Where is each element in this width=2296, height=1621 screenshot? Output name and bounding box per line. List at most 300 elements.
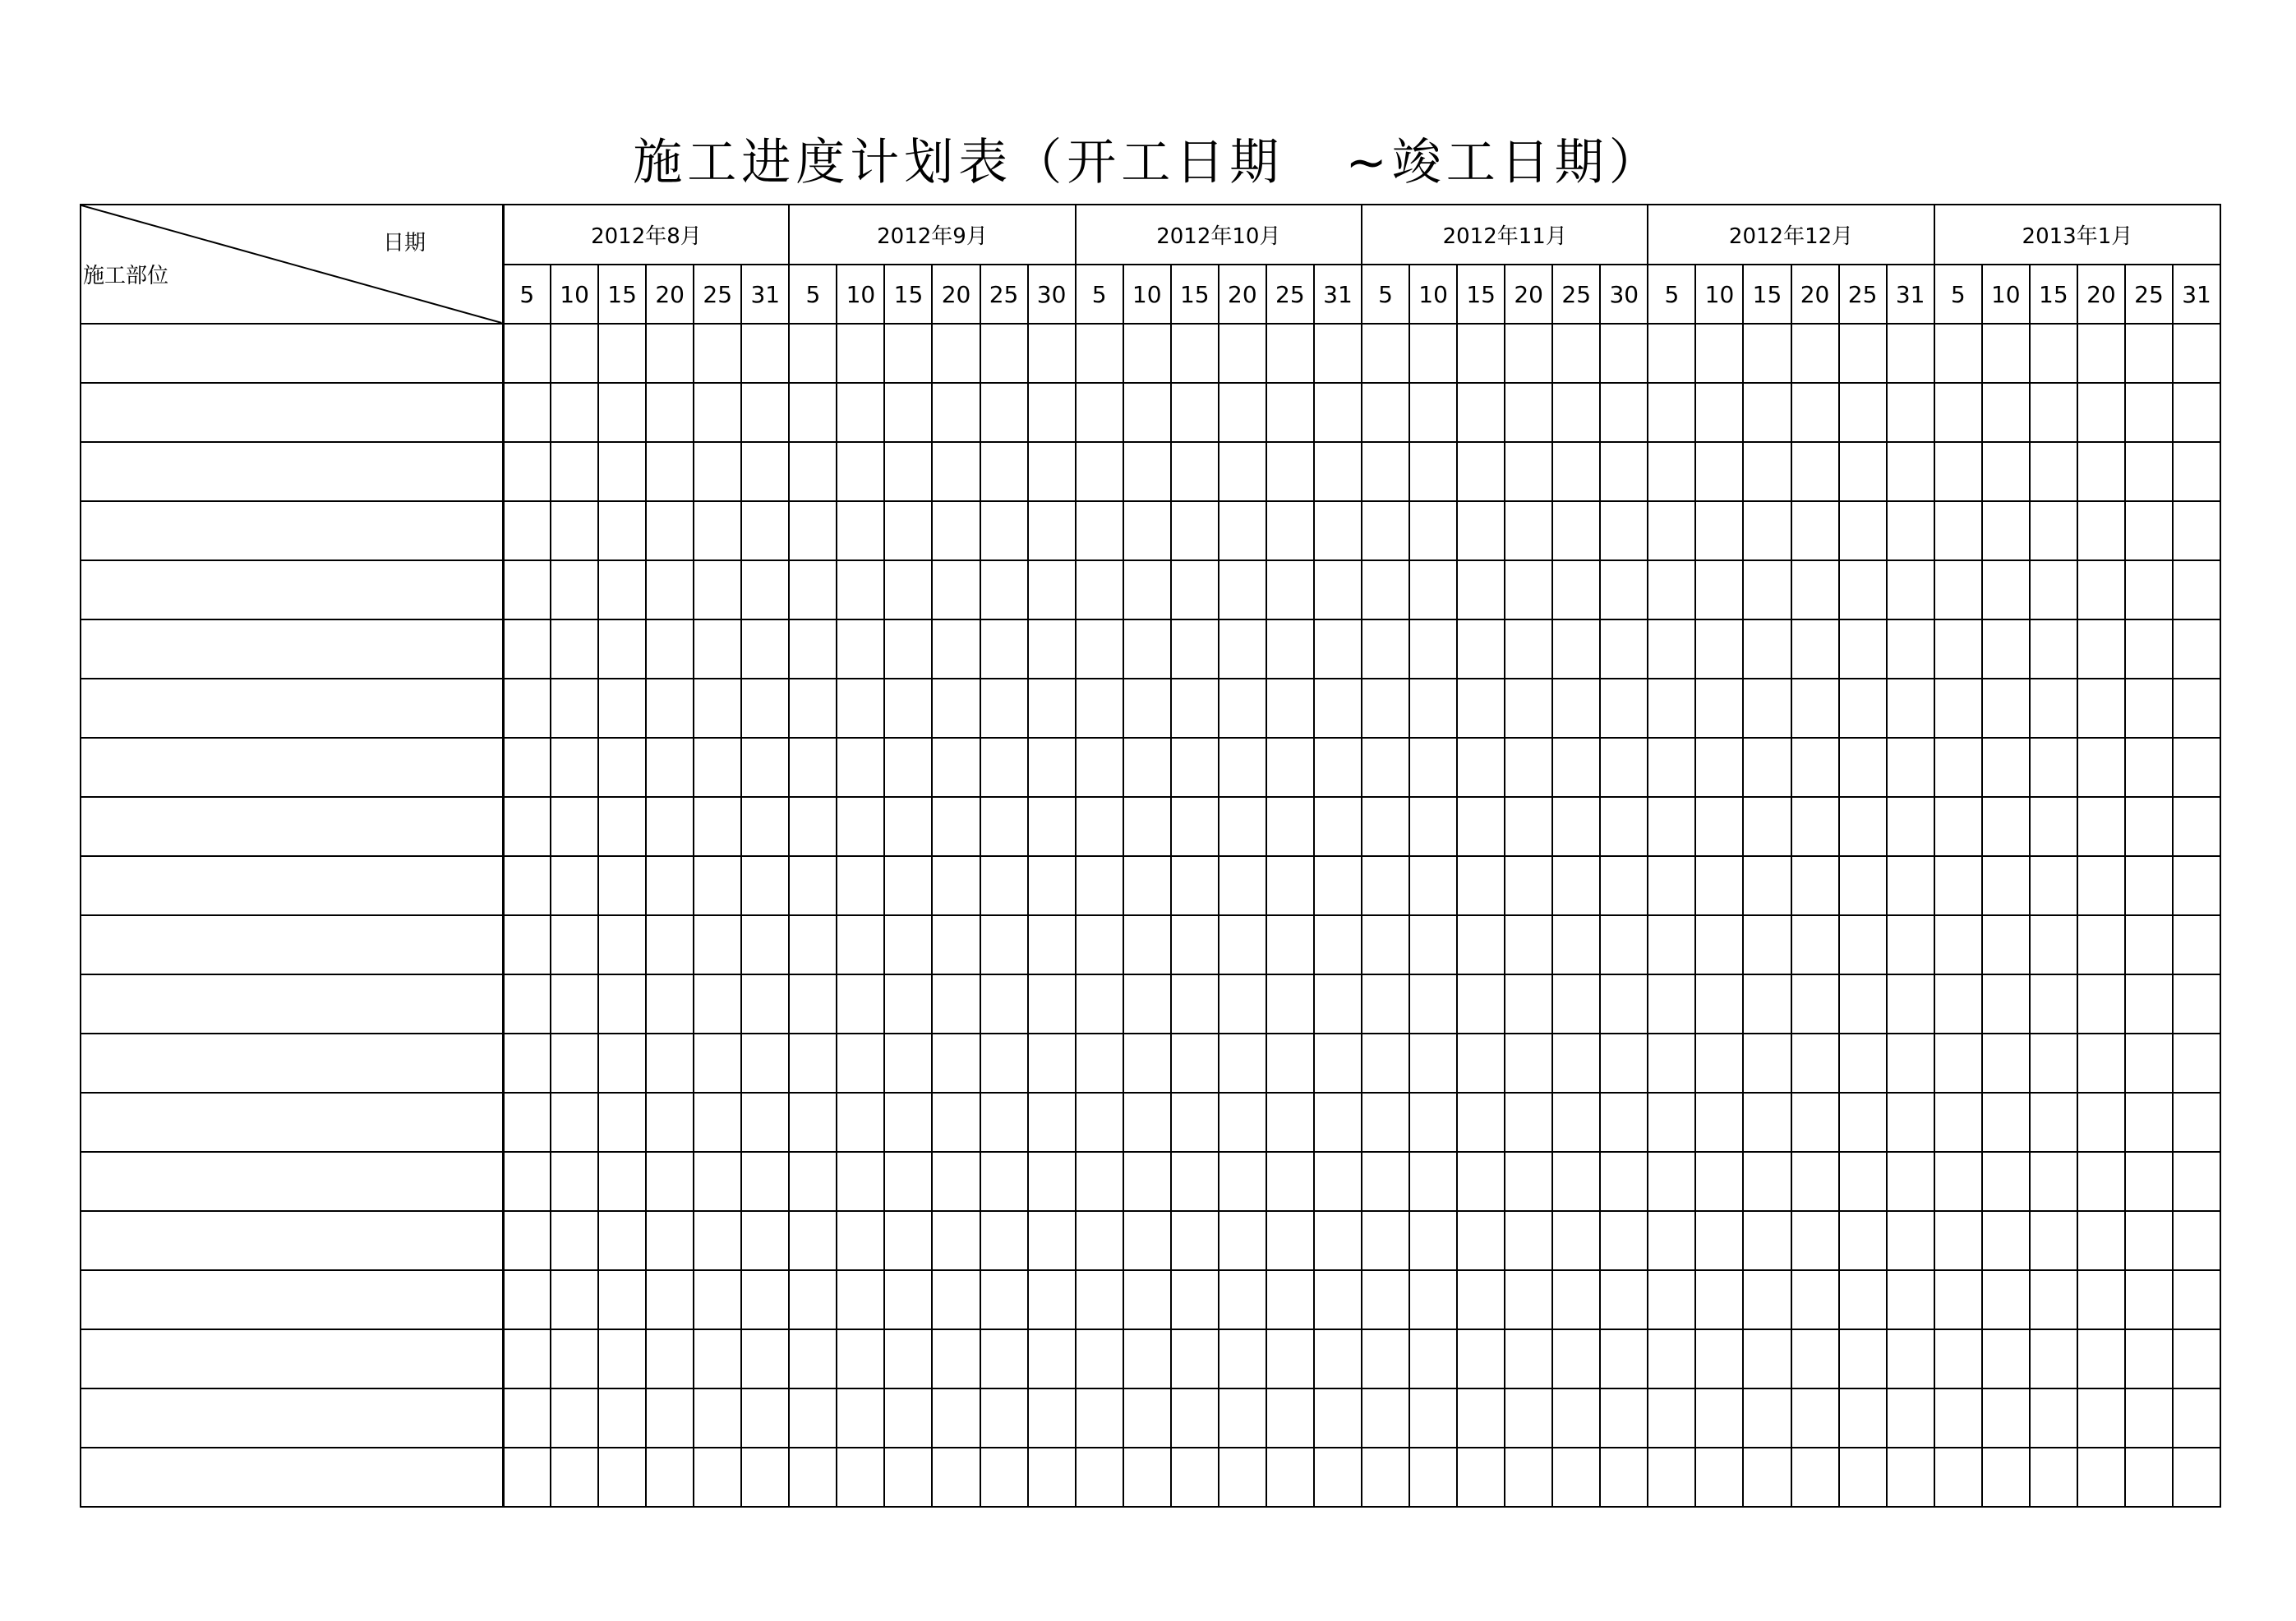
schedule-cell[interactable] bbox=[1695, 1448, 1743, 1507]
schedule-cell[interactable] bbox=[2030, 738, 2077, 797]
schedule-cell[interactable] bbox=[1123, 1329, 1171, 1388]
schedule-cell[interactable] bbox=[1839, 738, 1887, 797]
schedule-cell[interactable] bbox=[1552, 797, 1600, 856]
schedule-cell[interactable] bbox=[1505, 915, 1552, 974]
schedule-cell[interactable] bbox=[1266, 1448, 1314, 1507]
schedule-cell[interactable] bbox=[837, 619, 884, 679]
schedule-cell[interactable] bbox=[837, 1093, 884, 1152]
schedule-cell[interactable] bbox=[503, 619, 551, 679]
schedule-cell[interactable] bbox=[1791, 442, 1839, 501]
schedule-cell[interactable] bbox=[1791, 1211, 1839, 1270]
schedule-cell[interactable] bbox=[503, 974, 551, 1034]
schedule-cell[interactable] bbox=[2173, 1329, 2220, 1388]
schedule-cell[interactable] bbox=[1648, 1388, 1695, 1448]
schedule-cell[interactable] bbox=[694, 383, 741, 442]
schedule-cell[interactable] bbox=[1600, 797, 1648, 856]
schedule-cell[interactable] bbox=[1076, 1093, 1123, 1152]
schedule-cell[interactable] bbox=[1695, 738, 1743, 797]
schedule-cell[interactable] bbox=[837, 442, 884, 501]
schedule-cell[interactable] bbox=[2173, 1211, 2220, 1270]
schedule-cell[interactable] bbox=[1123, 1093, 1171, 1152]
schedule-cell[interactable] bbox=[1171, 383, 1219, 442]
schedule-cell[interactable] bbox=[741, 383, 789, 442]
schedule-cell[interactable] bbox=[551, 1034, 598, 1093]
schedule-cell[interactable] bbox=[1791, 738, 1839, 797]
schedule-cell[interactable] bbox=[1409, 915, 1457, 974]
schedule-cell[interactable] bbox=[789, 1093, 837, 1152]
schedule-cell[interactable] bbox=[1743, 1093, 1791, 1152]
schedule-cell[interactable] bbox=[694, 1270, 741, 1329]
schedule-cell[interactable] bbox=[1839, 1270, 1887, 1329]
schedule-cell[interactable] bbox=[646, 974, 694, 1034]
schedule-cell[interactable] bbox=[1171, 619, 1219, 679]
schedule-cell[interactable] bbox=[1839, 1388, 1887, 1448]
schedule-cell[interactable] bbox=[2125, 679, 2173, 738]
schedule-cell[interactable] bbox=[1982, 797, 2030, 856]
schedule-cell[interactable] bbox=[980, 1211, 1028, 1270]
schedule-cell[interactable] bbox=[1409, 1152, 1457, 1211]
schedule-cell[interactable] bbox=[1362, 619, 1409, 679]
schedule-cell[interactable] bbox=[694, 324, 741, 383]
schedule-cell[interactable] bbox=[1791, 915, 1839, 974]
schedule-cell[interactable] bbox=[1552, 501, 1600, 560]
schedule-cell[interactable] bbox=[1362, 442, 1409, 501]
schedule-cell[interactable] bbox=[1076, 442, 1123, 501]
schedule-cell[interactable] bbox=[1552, 1152, 1600, 1211]
schedule-cell[interactable] bbox=[2030, 974, 2077, 1034]
schedule-cell[interactable] bbox=[1648, 738, 1695, 797]
schedule-cell[interactable] bbox=[1552, 679, 1600, 738]
schedule-cell[interactable] bbox=[932, 915, 980, 974]
schedule-cell[interactable] bbox=[598, 619, 646, 679]
schedule-cell[interactable] bbox=[1982, 1093, 2030, 1152]
schedule-cell[interactable] bbox=[1791, 1152, 1839, 1211]
schedule-cell[interactable] bbox=[503, 1329, 551, 1388]
schedule-cell[interactable] bbox=[884, 1329, 932, 1388]
schedule-cell[interactable] bbox=[1409, 1270, 1457, 1329]
schedule-cell[interactable] bbox=[932, 797, 980, 856]
schedule-cell[interactable] bbox=[1839, 1329, 1887, 1388]
schedule-cell[interactable] bbox=[980, 383, 1028, 442]
schedule-cell[interactable] bbox=[1362, 383, 1409, 442]
schedule-cell[interactable] bbox=[646, 738, 694, 797]
schedule-cell[interactable] bbox=[1409, 1034, 1457, 1093]
schedule-cell[interactable] bbox=[1887, 1270, 1934, 1329]
schedule-cell[interactable] bbox=[551, 1448, 598, 1507]
schedule-cell[interactable] bbox=[1934, 1034, 1982, 1093]
schedule-cell[interactable] bbox=[1171, 501, 1219, 560]
schedule-cell[interactable] bbox=[598, 1270, 646, 1329]
schedule-cell[interactable] bbox=[2030, 1448, 2077, 1507]
schedule-cell[interactable] bbox=[598, 1388, 646, 1448]
construction-part-cell[interactable] bbox=[81, 324, 503, 383]
schedule-cell[interactable] bbox=[2125, 1270, 2173, 1329]
schedule-cell[interactable] bbox=[598, 738, 646, 797]
schedule-cell[interactable] bbox=[1600, 442, 1648, 501]
schedule-cell[interactable] bbox=[2077, 1270, 2125, 1329]
schedule-cell[interactable] bbox=[1600, 1211, 1648, 1270]
schedule-cell[interactable] bbox=[2077, 738, 2125, 797]
schedule-cell[interactable] bbox=[598, 974, 646, 1034]
schedule-cell[interactable] bbox=[1648, 797, 1695, 856]
schedule-cell[interactable] bbox=[2173, 501, 2220, 560]
schedule-cell[interactable] bbox=[646, 501, 694, 560]
schedule-cell[interactable] bbox=[789, 501, 837, 560]
schedule-cell[interactable] bbox=[1982, 1152, 2030, 1211]
schedule-cell[interactable] bbox=[1123, 797, 1171, 856]
schedule-cell[interactable] bbox=[1457, 442, 1505, 501]
schedule-cell[interactable] bbox=[1648, 915, 1695, 974]
schedule-cell[interactable] bbox=[1552, 738, 1600, 797]
schedule-cell[interactable] bbox=[1982, 383, 2030, 442]
schedule-cell[interactable] bbox=[2030, 797, 2077, 856]
schedule-cell[interactable] bbox=[1648, 560, 1695, 619]
schedule-cell[interactable] bbox=[932, 1093, 980, 1152]
schedule-cell[interactable] bbox=[1648, 974, 1695, 1034]
schedule-cell[interactable] bbox=[1314, 856, 1362, 915]
schedule-cell[interactable] bbox=[1123, 501, 1171, 560]
schedule-cell[interactable] bbox=[1887, 1152, 1934, 1211]
schedule-cell[interactable] bbox=[1266, 1093, 1314, 1152]
schedule-cell[interactable] bbox=[932, 560, 980, 619]
schedule-cell[interactable] bbox=[741, 560, 789, 619]
schedule-cell[interactable] bbox=[1695, 1211, 1743, 1270]
schedule-cell[interactable] bbox=[837, 1388, 884, 1448]
schedule-cell[interactable] bbox=[2173, 974, 2220, 1034]
schedule-cell[interactable] bbox=[1934, 1152, 1982, 1211]
schedule-cell[interactable] bbox=[741, 974, 789, 1034]
schedule-cell[interactable] bbox=[1362, 1329, 1409, 1388]
schedule-cell[interactable] bbox=[2173, 1270, 2220, 1329]
schedule-cell[interactable] bbox=[1648, 383, 1695, 442]
schedule-cell[interactable] bbox=[1266, 679, 1314, 738]
schedule-cell[interactable] bbox=[1076, 738, 1123, 797]
schedule-cell[interactable] bbox=[1409, 1329, 1457, 1388]
schedule-cell[interactable] bbox=[1648, 1034, 1695, 1093]
schedule-cell[interactable] bbox=[1934, 1270, 1982, 1329]
schedule-cell[interactable] bbox=[1171, 915, 1219, 974]
schedule-cell[interactable] bbox=[1934, 501, 1982, 560]
schedule-cell[interactable] bbox=[1123, 974, 1171, 1034]
schedule-cell[interactable] bbox=[980, 1329, 1028, 1388]
schedule-cell[interactable] bbox=[837, 1329, 884, 1388]
schedule-cell[interactable] bbox=[884, 1152, 932, 1211]
construction-part-cell[interactable] bbox=[81, 1034, 503, 1093]
schedule-cell[interactable] bbox=[694, 1211, 741, 1270]
schedule-cell[interactable] bbox=[1887, 1329, 1934, 1388]
schedule-cell[interactable] bbox=[980, 1034, 1028, 1093]
construction-part-cell[interactable] bbox=[81, 974, 503, 1034]
schedule-cell[interactable] bbox=[598, 1448, 646, 1507]
schedule-cell[interactable] bbox=[932, 619, 980, 679]
schedule-cell[interactable] bbox=[1934, 619, 1982, 679]
schedule-cell[interactable] bbox=[1791, 383, 1839, 442]
schedule-cell[interactable] bbox=[2030, 324, 2077, 383]
schedule-cell[interactable] bbox=[1743, 1034, 1791, 1093]
schedule-cell[interactable] bbox=[932, 856, 980, 915]
schedule-cell[interactable] bbox=[1552, 560, 1600, 619]
schedule-cell[interactable] bbox=[2077, 856, 2125, 915]
schedule-cell[interactable] bbox=[837, 501, 884, 560]
schedule-cell[interactable] bbox=[789, 619, 837, 679]
schedule-cell[interactable] bbox=[1076, 1329, 1123, 1388]
schedule-cell[interactable] bbox=[741, 1388, 789, 1448]
schedule-cell[interactable] bbox=[1743, 738, 1791, 797]
schedule-cell[interactable] bbox=[1219, 974, 1266, 1034]
schedule-cell[interactable] bbox=[646, 1093, 694, 1152]
schedule-cell[interactable] bbox=[1457, 501, 1505, 560]
schedule-cell[interactable] bbox=[1887, 619, 1934, 679]
schedule-cell[interactable] bbox=[1076, 383, 1123, 442]
schedule-cell[interactable] bbox=[2173, 679, 2220, 738]
schedule-cell[interactable] bbox=[837, 738, 884, 797]
schedule-cell[interactable] bbox=[1266, 1152, 1314, 1211]
schedule-cell[interactable] bbox=[1362, 1388, 1409, 1448]
schedule-cell[interactable] bbox=[884, 797, 932, 856]
schedule-cell[interactable] bbox=[2077, 501, 2125, 560]
schedule-cell[interactable] bbox=[1743, 619, 1791, 679]
schedule-cell[interactable] bbox=[1314, 797, 1362, 856]
schedule-cell[interactable] bbox=[1600, 1034, 1648, 1093]
schedule-cell[interactable] bbox=[1839, 1211, 1887, 1270]
schedule-cell[interactable] bbox=[1028, 619, 1076, 679]
schedule-cell[interactable] bbox=[2173, 383, 2220, 442]
schedule-cell[interactable] bbox=[1839, 797, 1887, 856]
schedule-cell[interactable] bbox=[1457, 1211, 1505, 1270]
schedule-cell[interactable] bbox=[1314, 383, 1362, 442]
schedule-cell[interactable] bbox=[1409, 679, 1457, 738]
schedule-cell[interactable] bbox=[1171, 1034, 1219, 1093]
schedule-cell[interactable] bbox=[1600, 1152, 1648, 1211]
schedule-cell[interactable] bbox=[1123, 560, 1171, 619]
schedule-cell[interactable] bbox=[932, 1388, 980, 1448]
schedule-cell[interactable] bbox=[551, 1270, 598, 1329]
schedule-cell[interactable] bbox=[1219, 383, 1266, 442]
schedule-cell[interactable] bbox=[1266, 856, 1314, 915]
construction-part-cell[interactable] bbox=[81, 1093, 503, 1152]
schedule-cell[interactable] bbox=[1028, 501, 1076, 560]
schedule-cell[interactable] bbox=[1982, 856, 2030, 915]
schedule-cell[interactable] bbox=[1695, 797, 1743, 856]
schedule-cell[interactable] bbox=[1887, 1034, 1934, 1093]
schedule-cell[interactable] bbox=[646, 619, 694, 679]
schedule-cell[interactable] bbox=[1314, 738, 1362, 797]
schedule-cell[interactable] bbox=[1695, 442, 1743, 501]
schedule-cell[interactable] bbox=[598, 1329, 646, 1388]
schedule-cell[interactable] bbox=[837, 1034, 884, 1093]
schedule-cell[interactable] bbox=[1887, 501, 1934, 560]
schedule-cell[interactable] bbox=[1743, 856, 1791, 915]
schedule-cell[interactable] bbox=[1028, 915, 1076, 974]
construction-part-cell[interactable] bbox=[81, 797, 503, 856]
schedule-cell[interactable] bbox=[1982, 915, 2030, 974]
schedule-cell[interactable] bbox=[789, 915, 837, 974]
schedule-cell[interactable] bbox=[789, 974, 837, 1034]
schedule-cell[interactable] bbox=[1409, 974, 1457, 1034]
schedule-cell[interactable] bbox=[1887, 1093, 1934, 1152]
schedule-cell[interactable] bbox=[1552, 974, 1600, 1034]
schedule-cell[interactable] bbox=[598, 856, 646, 915]
schedule-cell[interactable] bbox=[1695, 1152, 1743, 1211]
schedule-cell[interactable] bbox=[1028, 560, 1076, 619]
schedule-cell[interactable] bbox=[646, 383, 694, 442]
schedule-cell[interactable] bbox=[2077, 1388, 2125, 1448]
schedule-cell[interactable] bbox=[1600, 738, 1648, 797]
schedule-cell[interactable] bbox=[1791, 1329, 1839, 1388]
schedule-cell[interactable] bbox=[884, 619, 932, 679]
schedule-cell[interactable] bbox=[2173, 1093, 2220, 1152]
schedule-cell[interactable] bbox=[503, 560, 551, 619]
schedule-cell[interactable] bbox=[551, 442, 598, 501]
schedule-cell[interactable] bbox=[789, 679, 837, 738]
schedule-cell[interactable] bbox=[1266, 1270, 1314, 1329]
schedule-cell[interactable] bbox=[1314, 915, 1362, 974]
schedule-cell[interactable] bbox=[1648, 1211, 1695, 1270]
schedule-cell[interactable] bbox=[1648, 619, 1695, 679]
schedule-cell[interactable] bbox=[1076, 1448, 1123, 1507]
schedule-cell[interactable] bbox=[1409, 1388, 1457, 1448]
schedule-cell[interactable] bbox=[551, 619, 598, 679]
schedule-cell[interactable] bbox=[503, 442, 551, 501]
schedule-cell[interactable] bbox=[1934, 856, 1982, 915]
schedule-cell[interactable] bbox=[1505, 856, 1552, 915]
schedule-cell[interactable] bbox=[2125, 501, 2173, 560]
schedule-cell[interactable] bbox=[2030, 1388, 2077, 1448]
schedule-cell[interactable] bbox=[884, 383, 932, 442]
schedule-cell[interactable] bbox=[1457, 324, 1505, 383]
schedule-cell[interactable] bbox=[646, 856, 694, 915]
schedule-cell[interactable] bbox=[1982, 560, 2030, 619]
schedule-cell[interactable] bbox=[1314, 1329, 1362, 1388]
schedule-cell[interactable] bbox=[884, 324, 932, 383]
construction-part-cell[interactable] bbox=[81, 1211, 503, 1270]
schedule-cell[interactable] bbox=[837, 324, 884, 383]
schedule-cell[interactable] bbox=[1409, 383, 1457, 442]
schedule-cell[interactable] bbox=[1887, 560, 1934, 619]
schedule-cell[interactable] bbox=[789, 324, 837, 383]
schedule-cell[interactable] bbox=[1219, 1093, 1266, 1152]
schedule-cell[interactable] bbox=[1791, 560, 1839, 619]
schedule-cell[interactable] bbox=[1743, 1329, 1791, 1388]
schedule-cell[interactable] bbox=[2077, 915, 2125, 974]
schedule-cell[interactable] bbox=[1123, 324, 1171, 383]
schedule-cell[interactable] bbox=[1887, 383, 1934, 442]
schedule-cell[interactable] bbox=[646, 679, 694, 738]
schedule-cell[interactable] bbox=[1934, 1093, 1982, 1152]
schedule-cell[interactable] bbox=[1123, 1211, 1171, 1270]
schedule-cell[interactable] bbox=[932, 1329, 980, 1388]
schedule-cell[interactable] bbox=[980, 560, 1028, 619]
schedule-cell[interactable] bbox=[2125, 1329, 2173, 1388]
schedule-cell[interactable] bbox=[1695, 1388, 1743, 1448]
schedule-cell[interactable] bbox=[646, 560, 694, 619]
schedule-cell[interactable] bbox=[1457, 974, 1505, 1034]
schedule-cell[interactable] bbox=[1934, 797, 1982, 856]
schedule-cell[interactable] bbox=[1028, 679, 1076, 738]
schedule-cell[interactable] bbox=[1552, 1093, 1600, 1152]
schedule-cell[interactable] bbox=[1219, 738, 1266, 797]
schedule-cell[interactable] bbox=[694, 974, 741, 1034]
schedule-cell[interactable] bbox=[1076, 1034, 1123, 1093]
schedule-cell[interactable] bbox=[789, 1270, 837, 1329]
schedule-cell[interactable] bbox=[1552, 1448, 1600, 1507]
schedule-cell[interactable] bbox=[1362, 324, 1409, 383]
schedule-cell[interactable] bbox=[2077, 1093, 2125, 1152]
schedule-cell[interactable] bbox=[1934, 1448, 1982, 1507]
schedule-cell[interactable] bbox=[1505, 1388, 1552, 1448]
schedule-cell[interactable] bbox=[1505, 1152, 1552, 1211]
schedule-cell[interactable] bbox=[1791, 1270, 1839, 1329]
schedule-cell[interactable] bbox=[1648, 1448, 1695, 1507]
schedule-cell[interactable] bbox=[1076, 1211, 1123, 1270]
schedule-cell[interactable] bbox=[503, 1270, 551, 1329]
schedule-cell[interactable] bbox=[1839, 383, 1887, 442]
construction-part-cell[interactable] bbox=[81, 383, 503, 442]
schedule-cell[interactable] bbox=[1409, 1211, 1457, 1270]
schedule-cell[interactable] bbox=[1219, 1448, 1266, 1507]
schedule-cell[interactable] bbox=[884, 501, 932, 560]
schedule-cell[interactable] bbox=[1600, 1270, 1648, 1329]
schedule-cell[interactable] bbox=[1028, 1211, 1076, 1270]
schedule-cell[interactable] bbox=[1219, 324, 1266, 383]
schedule-cell[interactable] bbox=[789, 738, 837, 797]
schedule-cell[interactable] bbox=[2077, 442, 2125, 501]
schedule-cell[interactable] bbox=[1552, 1270, 1600, 1329]
schedule-cell[interactable] bbox=[1266, 560, 1314, 619]
schedule-cell[interactable] bbox=[1171, 442, 1219, 501]
schedule-cell[interactable] bbox=[694, 501, 741, 560]
schedule-cell[interactable] bbox=[1409, 738, 1457, 797]
schedule-cell[interactable] bbox=[1457, 1448, 1505, 1507]
schedule-cell[interactable] bbox=[551, 324, 598, 383]
schedule-cell[interactable] bbox=[503, 1388, 551, 1448]
schedule-cell[interactable] bbox=[1505, 679, 1552, 738]
schedule-cell[interactable] bbox=[598, 1034, 646, 1093]
schedule-cell[interactable] bbox=[2173, 797, 2220, 856]
construction-part-cell[interactable] bbox=[81, 619, 503, 679]
schedule-cell[interactable] bbox=[1552, 442, 1600, 501]
schedule-cell[interactable] bbox=[2030, 1093, 2077, 1152]
schedule-cell[interactable] bbox=[1171, 324, 1219, 383]
schedule-cell[interactable] bbox=[1648, 501, 1695, 560]
schedule-cell[interactable] bbox=[551, 501, 598, 560]
schedule-cell[interactable] bbox=[2030, 1034, 2077, 1093]
schedule-cell[interactable] bbox=[1409, 619, 1457, 679]
schedule-cell[interactable] bbox=[2125, 738, 2173, 797]
schedule-cell[interactable] bbox=[932, 1270, 980, 1329]
schedule-cell[interactable] bbox=[1409, 1093, 1457, 1152]
schedule-cell[interactable] bbox=[646, 1270, 694, 1329]
schedule-cell[interactable] bbox=[1457, 856, 1505, 915]
schedule-cell[interactable] bbox=[1982, 1270, 2030, 1329]
schedule-cell[interactable] bbox=[1505, 560, 1552, 619]
schedule-cell[interactable] bbox=[646, 1034, 694, 1093]
schedule-cell[interactable] bbox=[2125, 442, 2173, 501]
schedule-cell[interactable] bbox=[1076, 797, 1123, 856]
schedule-cell[interactable] bbox=[1600, 915, 1648, 974]
schedule-cell[interactable] bbox=[789, 1211, 837, 1270]
schedule-cell[interactable] bbox=[837, 1270, 884, 1329]
schedule-cell[interactable] bbox=[980, 1093, 1028, 1152]
schedule-cell[interactable] bbox=[1743, 974, 1791, 1034]
schedule-cell[interactable] bbox=[551, 1152, 598, 1211]
schedule-cell[interactable] bbox=[1076, 679, 1123, 738]
schedule-cell[interactable] bbox=[2125, 619, 2173, 679]
schedule-cell[interactable] bbox=[1123, 679, 1171, 738]
schedule-cell[interactable] bbox=[2077, 679, 2125, 738]
schedule-cell[interactable] bbox=[598, 915, 646, 974]
schedule-cell[interactable] bbox=[2030, 1329, 2077, 1388]
